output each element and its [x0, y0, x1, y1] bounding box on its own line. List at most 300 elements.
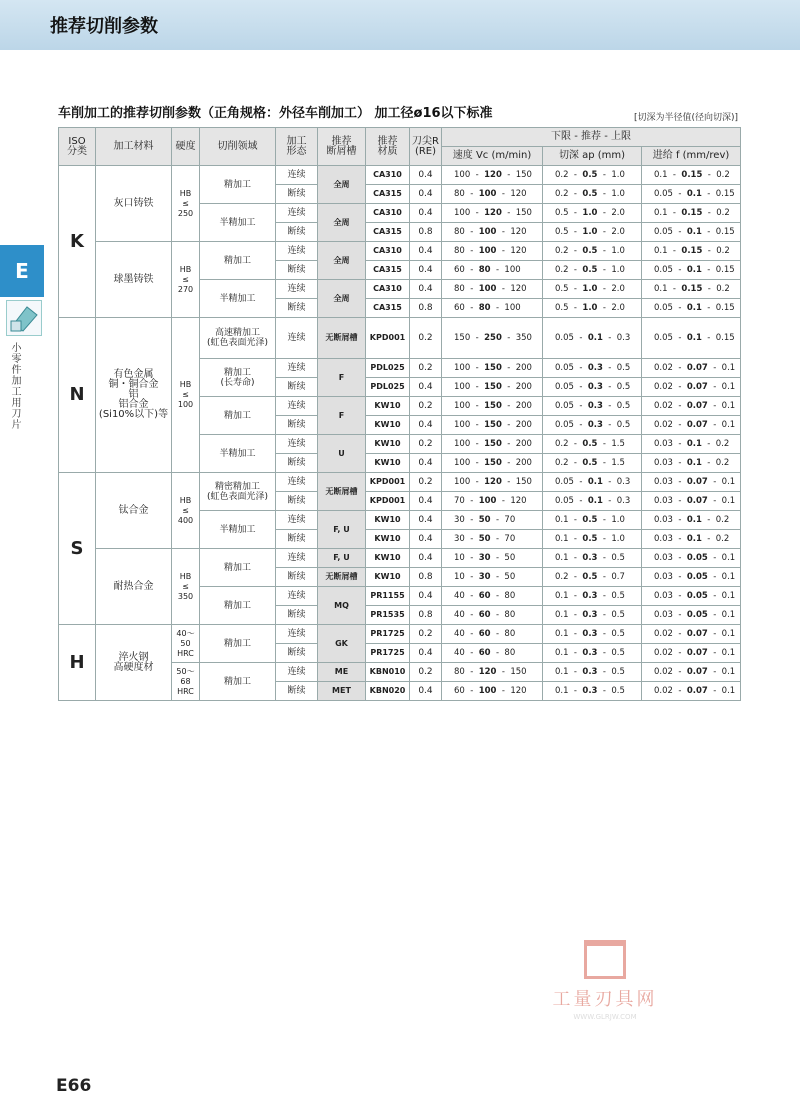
- vc-cell-min: 30: [454, 534, 465, 544]
- vc-cell-max: 120: [510, 496, 527, 506]
- f-cell: 0.05 - 0.1 - 0.15: [642, 318, 741, 359]
- vc-cell-min: 40: [454, 629, 465, 639]
- vc-cell-max: 70: [504, 515, 516, 525]
- f-cell-min: 0.1: [654, 246, 668, 256]
- f-cell: 0.1 - 0.15 - 0.2: [642, 242, 741, 261]
- f-cell: 0.02 - 0.07 - 0.1: [642, 378, 741, 397]
- vc-cell-rec: 150: [484, 420, 502, 430]
- vc-cell-rec: 100: [478, 284, 497, 294]
- ap-cell: 0.5 - 1.0 - 2.0: [543, 223, 642, 242]
- vc-cell-min: 80: [454, 227, 465, 237]
- form-cell: 连续: [276, 663, 318, 682]
- ap-cell-min: 0.5: [555, 208, 569, 218]
- re-cell: 0.2: [410, 473, 442, 492]
- ap-cell-min: 0.2: [555, 439, 569, 449]
- ap-cell-max: 1.0: [611, 189, 625, 199]
- ap-cell-rec: 1.0: [582, 303, 598, 313]
- ap-cell: 0.05 - 0.1 - 0.3: [543, 318, 642, 359]
- re-cell: 0.4: [410, 682, 442, 701]
- ap-cell-max: 0.5: [611, 553, 625, 563]
- f-cell-rec: 0.07: [686, 363, 708, 373]
- vc-cell-max: 50: [504, 572, 516, 582]
- vc-cell: 100 - 150 - 200: [442, 416, 543, 435]
- form-cell: 断续: [276, 378, 318, 397]
- f-cell: 0.05 - 0.1 - 0.15: [642, 261, 741, 280]
- vc-cell-max: 120: [510, 227, 527, 237]
- form-cell: 连续: [276, 587, 318, 606]
- ap-cell: 0.2 - 0.5 - 1.0: [543, 261, 642, 280]
- vc-cell-min: 100: [454, 420, 471, 430]
- ap-cell-rec: 0.3: [582, 610, 598, 620]
- f-cell: 0.05 - 0.1 - 0.15: [642, 299, 741, 318]
- f-cell-max: 0.1: [721, 496, 736, 506]
- ap-cell-max: 0.5: [611, 686, 625, 696]
- vc-cell-max: 70: [504, 534, 516, 544]
- iso-class-h: H: [59, 625, 96, 701]
- f-cell-max: 0.1: [721, 553, 736, 563]
- sidebar-tab-e[interactable]: E: [0, 245, 44, 297]
- ap-cell-min: 0.05: [555, 363, 574, 373]
- chip-cell: F: [318, 397, 366, 435]
- re-cell: 0.8: [410, 223, 442, 242]
- re-cell: 0.4: [410, 511, 442, 530]
- area-cell: 半精加工: [200, 280, 276, 318]
- grade-cell: KPD001: [366, 318, 410, 359]
- form-cell: 断续: [276, 682, 318, 701]
- grade-cell: KW10: [366, 511, 410, 530]
- ap-cell: 0.05 - 0.3 - 0.5: [543, 378, 642, 397]
- ap-cell-max: 0.5: [611, 591, 625, 601]
- ap-cell-rec: 0.3: [582, 686, 598, 696]
- f-cell: 0.03 - 0.05 - 0.1: [642, 587, 741, 606]
- f-cell: 0.02 - 0.07 - 0.1: [642, 663, 741, 682]
- f-cell-rec: 0.07: [686, 629, 708, 639]
- ap-cell-rec: 0.3: [587, 420, 603, 430]
- ap-cell: 0.05 - 0.3 - 0.5: [543, 359, 642, 378]
- re-cell: 0.4: [410, 261, 442, 280]
- f-cell-min: 0.1: [654, 170, 668, 180]
- area-cell: 半精加工: [200, 435, 276, 473]
- re-cell: 0.4: [410, 185, 442, 204]
- ap-cell-rec: 0.5: [582, 572, 598, 582]
- ap-cell-min: 0.2: [555, 246, 569, 256]
- ap-cell-rec: 0.3: [582, 553, 598, 563]
- ap-cell-rec: 0.5: [582, 170, 598, 180]
- f-cell-rec: 0.05: [686, 591, 708, 601]
- f-cell: 0.03 - 0.07 - 0.1: [642, 492, 741, 511]
- ap-cell-min: 0.05: [555, 496, 574, 506]
- header-grade: 推荐 材质: [366, 128, 410, 166]
- material-cell: 钛合金: [96, 473, 172, 549]
- re-cell: 0.8: [410, 606, 442, 625]
- ap-cell: 0.1 - 0.3 - 0.5: [543, 606, 642, 625]
- ap-cell-min: 0.1: [555, 686, 569, 696]
- f-cell: 0.05 - 0.1 - 0.15: [642, 223, 741, 242]
- form-cell: 连续: [276, 166, 318, 185]
- ap-cell: 0.1 - 0.3 - 0.5: [543, 625, 642, 644]
- ap-cell-min: 0.2: [555, 189, 569, 199]
- table-row: [59, 318, 741, 359]
- header-bar: [0, 0, 800, 50]
- re-cell: 0.4: [410, 166, 442, 185]
- re-cell: 0.2: [410, 663, 442, 682]
- f-cell-rec: 0.07: [686, 686, 708, 696]
- f-cell-max: 0.2: [715, 515, 730, 525]
- chip-cell: F: [318, 359, 366, 397]
- vc-cell-rec: 100: [478, 189, 497, 199]
- ap-cell: 0.05 - 0.3 - 0.5: [543, 416, 642, 435]
- ap-cell-min: 0.1: [555, 515, 569, 525]
- ap-cell-max: 0.5: [616, 401, 631, 411]
- area-cell: 精加工: [200, 242, 276, 280]
- vc-cell-rec: 150: [484, 401, 502, 411]
- ap-cell: 0.2 - 0.5 - 1.0: [543, 166, 642, 185]
- f-cell-rec: 0.07: [686, 648, 708, 658]
- f-cell-rec: 0.1: [686, 439, 702, 449]
- ap-cell: 0.2 - 0.5 - 1.5: [543, 435, 642, 454]
- vc-cell: 100 - 150 - 200: [442, 397, 543, 416]
- ap-cell: 0.1 - 0.3 - 0.5: [543, 644, 642, 663]
- form-cell: 断续: [276, 606, 318, 625]
- ap-cell-max: 0.5: [616, 382, 631, 392]
- re-cell: 0.2: [410, 359, 442, 378]
- f-cell: 0.02 - 0.07 - 0.1: [642, 416, 741, 435]
- vc-cell-max: 100: [504, 265, 521, 275]
- f-cell-rec: 0.05: [686, 610, 708, 620]
- ap-cell-max: 0.5: [611, 648, 625, 658]
- f-cell: 0.02 - 0.07 - 0.1: [642, 644, 741, 663]
- f-cell-rec: 0.1: [686, 227, 702, 237]
- vc-cell-rec: 30: [478, 553, 491, 563]
- material-cell: 耐热合金: [96, 549, 172, 625]
- f-cell-rec: 0.07: [686, 667, 708, 677]
- ap-cell-min: 0.5: [555, 284, 569, 294]
- vc-cell-min: 40: [454, 610, 465, 620]
- f-cell-min: 0.03: [654, 439, 673, 449]
- grade-cell: KW10: [366, 397, 410, 416]
- f-cell-max: 0.2: [715, 458, 730, 468]
- ap-cell-min: 0.05: [555, 401, 574, 411]
- ap-cell: 0.1 - 0.3 - 0.5: [543, 663, 642, 682]
- grade-cell: KW10: [366, 530, 410, 549]
- f-cell-rec: 0.1: [686, 303, 702, 313]
- area-cell: 精加工: [200, 166, 276, 204]
- vc-cell-min: 40: [454, 648, 465, 658]
- ap-cell-rec: 0.5: [582, 534, 598, 544]
- vc-cell-min: 10: [454, 553, 465, 563]
- vc-cell-max: 120: [510, 284, 527, 294]
- ap-cell-rec: 0.1: [587, 477, 603, 487]
- vc-cell-max: 80: [504, 610, 516, 620]
- vc-cell-min: 10: [454, 572, 465, 582]
- ap-cell-max: 0.5: [611, 629, 625, 639]
- vc-cell: 100 - 120 - 150: [442, 473, 543, 492]
- re-cell: 0.4: [410, 530, 442, 549]
- form-cell: 断续: [276, 454, 318, 473]
- f-cell: 0.05 - 0.1 - 0.15: [642, 185, 741, 204]
- f-cell-min: 0.02: [654, 401, 673, 411]
- table-row: [59, 242, 741, 261]
- chip-cell: MET: [318, 682, 366, 701]
- vc-cell-max: 150: [515, 477, 532, 487]
- re-cell: 0.2: [410, 435, 442, 454]
- f-cell-min: 0.02: [654, 648, 673, 658]
- ap-cell-max: 0.5: [611, 610, 625, 620]
- ap-cell-max: 0.3: [616, 477, 631, 487]
- vc-cell-min: 100: [454, 477, 471, 487]
- f-cell: 0.1 - 0.15 - 0.2: [642, 166, 741, 185]
- form-cell: 连续: [276, 359, 318, 378]
- vc-cell: 10 - 30 - 50: [442, 568, 543, 587]
- f-cell-min: 0.05: [654, 265, 673, 275]
- ap-cell: 0.1 - 0.5 - 1.0: [543, 511, 642, 530]
- ap-cell-max: 0.5: [616, 363, 631, 373]
- ap-cell-rec: 0.5: [582, 246, 598, 256]
- vc-cell: 150 - 250 - 350: [442, 318, 543, 359]
- vc-cell-min: 40: [454, 591, 465, 601]
- f-cell-min: 0.05: [654, 227, 673, 237]
- vc-cell-max: 200: [515, 420, 532, 430]
- ap-cell-max: 1.0: [611, 534, 625, 544]
- ap-cell-rec: 0.1: [587, 333, 603, 343]
- vc-cell-max: 350: [515, 333, 532, 343]
- cutting-parameters-table: [58, 127, 741, 701]
- vc-cell-rec: 120: [484, 208, 502, 218]
- ap-cell-max: 2.0: [611, 284, 625, 294]
- form-cell: 断续: [276, 568, 318, 587]
- ap-cell-rec: 0.3: [582, 667, 598, 677]
- grade-cell: KW10: [366, 435, 410, 454]
- f-cell-min: 0.02: [654, 629, 673, 639]
- chip-cell: F, U: [318, 549, 366, 568]
- form-cell: 断续: [276, 530, 318, 549]
- grade-cell: KW10: [366, 416, 410, 435]
- ap-cell-rec: 1.0: [582, 284, 598, 294]
- vc-cell-min: 100: [454, 363, 471, 373]
- area-cell: 精加工: [200, 587, 276, 625]
- f-cell-rec: 0.1: [686, 189, 702, 199]
- vc-cell-max: 200: [515, 382, 532, 392]
- ap-cell-rec: 1.0: [582, 208, 598, 218]
- vc-cell: 100 - 150 - 200: [442, 454, 543, 473]
- grade-cell: PR1725: [366, 644, 410, 663]
- vc-cell-max: 100: [504, 303, 521, 313]
- vc-cell-min: 80: [454, 246, 465, 256]
- vc-cell-max: 150: [515, 170, 532, 180]
- f-cell-max: 0.1: [721, 420, 736, 430]
- table-row: [59, 549, 741, 568]
- ap-cell-rec: 0.5: [582, 515, 598, 525]
- vc-cell-rec: 60: [478, 648, 491, 658]
- header-area: 切削领域: [200, 128, 276, 166]
- vc-cell-rec: 80: [478, 265, 491, 275]
- form-cell: 连续: [276, 280, 318, 299]
- vc-cell-min: 150: [454, 333, 471, 343]
- vc-cell-min: 100: [454, 382, 471, 392]
- material-cell: 有色金属 铜・铜合金 铝 铝合金 (Si10%以下)等: [96, 318, 172, 473]
- ap-cell: 0.2 - 0.5 - 1.5: [543, 454, 642, 473]
- ap-cell-rec: 0.3: [587, 382, 603, 392]
- form-cell: 连续: [276, 242, 318, 261]
- f-cell: 0.03 - 0.1 - 0.2: [642, 511, 741, 530]
- ap-cell-max: 1.5: [611, 439, 625, 449]
- ap-cell-min: 0.5: [555, 303, 569, 313]
- watermark-logo-icon: [584, 940, 626, 979]
- f-cell-min: 0.05: [654, 333, 673, 343]
- area-cell: 精密精加工 (虹色表面光泽): [200, 473, 276, 511]
- ap-cell: 0.05 - 0.1 - 0.3: [543, 473, 642, 492]
- f-cell-min: 0.03: [654, 477, 673, 487]
- f-cell-rec: 0.05: [686, 572, 708, 582]
- f-cell-rec: 0.07: [686, 382, 708, 392]
- area-cell: 精加工: [200, 625, 276, 663]
- f-cell-max: 0.1: [721, 648, 736, 658]
- ap-cell-rec: 0.3: [582, 648, 598, 658]
- ap-cell-rec: 0.5: [582, 458, 598, 468]
- vc-cell: 30 - 50 - 70: [442, 530, 543, 549]
- vc-cell: 30 - 50 - 70: [442, 511, 543, 530]
- material-cell: 球墨铸铁: [96, 242, 172, 318]
- vc-cell-min: 100: [454, 208, 471, 218]
- hardness-cell: 50～68 HRC: [172, 663, 200, 701]
- ap-cell-min: 0.1: [555, 610, 569, 620]
- ap-cell-min: 0.1: [555, 648, 569, 658]
- chip-cell: F, U: [318, 511, 366, 549]
- re-cell: 0.4: [410, 280, 442, 299]
- grade-cell: CA315: [366, 261, 410, 280]
- re-cell: 0.4: [410, 587, 442, 606]
- f-cell: 0.03 - 0.07 - 0.1: [642, 473, 741, 492]
- re-cell: 0.4: [410, 242, 442, 261]
- ap-cell-max: 1.0: [611, 246, 625, 256]
- f-cell-rec: 0.15: [681, 246, 703, 256]
- grade-cell: CA310: [366, 166, 410, 185]
- f-cell-rec: 0.1: [686, 333, 702, 343]
- ap-cell-rec: 0.5: [582, 439, 598, 449]
- ap-cell: 0.2 - 0.5 - 1.0: [543, 242, 642, 261]
- vc-cell: 40 - 60 - 80: [442, 606, 543, 625]
- ap-cell-min: 0.1: [555, 553, 569, 563]
- chip-cell: 全周: [318, 204, 366, 242]
- vc-cell-rec: 150: [484, 363, 502, 373]
- ap-cell-max: 0.5: [616, 420, 631, 430]
- grade-cell: KW10: [366, 549, 410, 568]
- ap-cell-rec: 0.1: [587, 496, 603, 506]
- f-cell-max: 0.2: [716, 246, 730, 256]
- header-vc: 速度 Vc (m/min): [442, 147, 543, 166]
- vc-cell-rec: 100: [478, 686, 497, 696]
- vc-cell-max: 80: [504, 648, 516, 658]
- ap-cell-min: 0.2: [555, 265, 569, 275]
- vc-cell-max: 50: [504, 553, 516, 563]
- ap-cell-min: 0.1: [555, 629, 569, 639]
- f-cell-rec: 0.07: [686, 496, 708, 506]
- ap-cell: 0.1 - 0.3 - 0.5: [543, 682, 642, 701]
- f-cell-rec: 0.05: [686, 553, 708, 563]
- ap-cell-rec: 0.3: [587, 401, 603, 411]
- re-cell: 0.4: [410, 378, 442, 397]
- ap-cell-rec: 0.3: [587, 363, 603, 373]
- f-cell-rec: 0.07: [686, 401, 708, 411]
- ap-cell-max: 0.3: [616, 333, 631, 343]
- ap-cell: 0.1 - 0.5 - 1.0: [543, 530, 642, 549]
- grade-cell: KBN020: [366, 682, 410, 701]
- f-cell-min: 0.03: [654, 591, 673, 601]
- grade-cell: PR1155: [366, 587, 410, 606]
- chip-cell: 全周: [318, 166, 366, 204]
- f-cell-min: 0.02: [654, 686, 673, 696]
- re-cell: 0.8: [410, 299, 442, 318]
- section-note: [切深为半径值(径向切深)]: [633, 113, 738, 123]
- re-cell: 0.2: [410, 397, 442, 416]
- vc-cell: 60 - 100 - 120: [442, 682, 543, 701]
- f-cell: 0.03 - 0.05 - 0.1: [642, 568, 741, 587]
- ap-cell: 0.05 - 0.1 - 0.3: [543, 492, 642, 511]
- grade-cell: PDL025: [366, 359, 410, 378]
- grade-cell: CA310: [366, 204, 410, 223]
- vc-cell-rec: 100: [478, 496, 497, 506]
- re-cell: 0.2: [410, 318, 442, 359]
- f-cell-max: 0.1: [721, 686, 736, 696]
- vc-cell: 80 - 100 - 120: [442, 223, 543, 242]
- f-cell-rec: 0.15: [681, 170, 703, 180]
- header-material: 加工材料: [96, 128, 172, 166]
- ap-cell-max: 1.0: [611, 515, 625, 525]
- header-iso: ISO 分类: [59, 128, 96, 166]
- re-cell: 0.2: [410, 625, 442, 644]
- f-cell: 0.03 - 0.05 - 0.1: [642, 549, 741, 568]
- f-cell-rec: 0.1: [686, 458, 702, 468]
- ap-cell-min: 0.05: [555, 382, 574, 392]
- watermark-text: 工量刃具网: [552, 989, 658, 1010]
- ap-cell: 0.1 - 0.3 - 0.5: [543, 587, 642, 606]
- vc-cell-rec: 100: [478, 246, 497, 256]
- ap-cell-max: 0.3: [616, 496, 631, 506]
- ap-cell-min: 0.05: [555, 333, 574, 343]
- vc-cell-min: 100: [454, 439, 471, 449]
- chip-cell: MQ: [318, 587, 366, 625]
- vc-cell-min: 80: [454, 189, 465, 199]
- f-cell-max: 0.2: [716, 284, 730, 294]
- grade-cell: CA315: [366, 299, 410, 318]
- chip-cell: 无断屑槽: [318, 473, 366, 511]
- f-cell-max: 0.1: [721, 572, 736, 582]
- vc-cell-max: 200: [515, 458, 532, 468]
- area-cell: 半精加工: [200, 511, 276, 549]
- ap-cell-max: 1.5: [611, 458, 625, 468]
- f-cell: 0.03 - 0.05 - 0.1: [642, 606, 741, 625]
- vc-cell: 100 - 150 - 200: [442, 378, 543, 397]
- form-cell: 断续: [276, 261, 318, 280]
- vc-cell-rec: 150: [484, 382, 502, 392]
- vc-cell-rec: 120: [478, 667, 497, 677]
- form-cell: 断续: [276, 416, 318, 435]
- vc-cell-rec: 100: [478, 227, 497, 237]
- chip-cell: 全周: [318, 242, 366, 280]
- f-cell-max: 0.1: [721, 591, 736, 601]
- f-cell-min: 0.03: [654, 458, 673, 468]
- vc-cell: 80 - 100 - 120: [442, 242, 543, 261]
- vc-cell-max: 150: [510, 667, 527, 677]
- iso-class-k: K: [59, 166, 96, 318]
- f-cell-max: 0.1: [721, 363, 736, 373]
- re-cell: 0.8: [410, 568, 442, 587]
- vc-cell-min: 60: [454, 265, 465, 275]
- vc-cell-max: 80: [504, 629, 516, 639]
- vc-cell: 60 - 80 - 100: [442, 299, 543, 318]
- vc-cell-rec: 150: [484, 458, 502, 468]
- ap-cell: 0.1 - 0.3 - 0.5: [543, 549, 642, 568]
